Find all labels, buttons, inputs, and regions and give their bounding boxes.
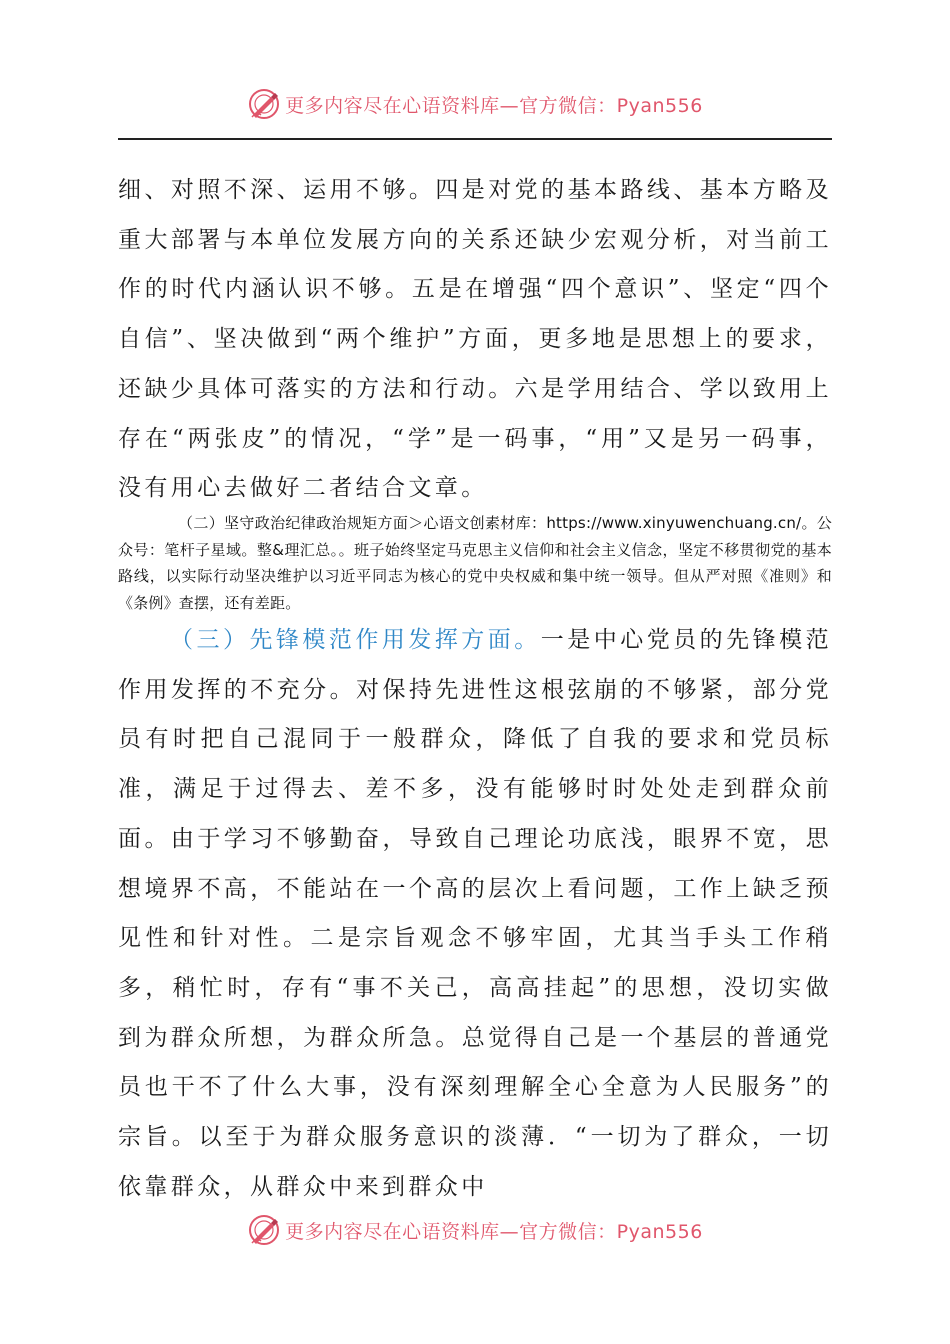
header-divider: [118, 138, 832, 140]
paragraph-2: （二）坚守政治纪律政治规矩方面＞心语文创素材库：https://www.xinyuwenchuang.cn/。公众号：笔杆子星域。整&理汇总。。班子始终坚定马克思主义信仰和社会主义信念，坚定不移贯彻党的基本路线，以实际行动坚决维护以习近平同志为核心的党中央权威和集中统一领导。但从严对照《准则》和《条例》查摆，还有差距。: [118, 514, 832, 612]
paragraph-3-heading: （三）先锋模范作用发挥方面。: [170, 627, 541, 653]
paragraph-3: [118, 616, 832, 1212]
header-banner: [0, 84, 950, 124]
paragraph-3-body: 一是中心党员的先锋模范作用发挥的不充分。对保持先进性这根弦崩的不够紧，部分党员有时把自己混同于一般群众，降低了自我的要求和党员标准，满足于过得去、差不多，没有能够时时处处走到群众前面。由于学习不够勤奋，导致自己理论功底浅，眼界不宽，思想境界不高，不能站在一个高的层次上看问题，工作上缺乏预见性和针对性。二是宗旨观念不够牢固，尤其当手头工作稍多，稍忙时，存有“事不关己，高高挂起”的思想，没切实做到为群众所想，为群众所急。总觉得自己是一个基层的普通党员也干不了什么大事，没有深刻理解全心全意为人民服务”的宗旨。以至于为群众服务意识的淡薄．“一切为了群众，一切依靠群众，从群众中来到群众中: [118, 627, 832, 1200]
footer-banner: [0, 1210, 950, 1250]
pen-logo-icon: [247, 1213, 281, 1247]
pen-logo-icon: [247, 87, 281, 121]
paragraph-1: 细、对照不深、运用不够。四是对党的基本路线、基本方略及重大部署与本单位发展方向的关系还缺少宏观分析，对当前工作的时代内涵认识不够。五是在增强“四个意识”、坚定“四个自信”、坚决做到“两个维护”方面，更多地是思想上的要求，还缺少具体可落实的方法和行动。六是学用结合、学以致用上存在“两张皮”的情况，“学”是一码事，“用”又是另一码事，没有用心去做好二者结合文章。: [118, 177, 832, 502]
paragraph-2-block: [118, 510, 832, 616]
footer-banner-text: 更多内容尽在心语资料库—官方微信：Pyan556: [285, 1220, 703, 1243]
paragraph-1-block: [118, 166, 832, 514]
header-banner-text: 更多内容尽在心语资料库—官方微信：Pyan556: [285, 94, 703, 117]
paragraph-3-block: [118, 616, 832, 1212]
